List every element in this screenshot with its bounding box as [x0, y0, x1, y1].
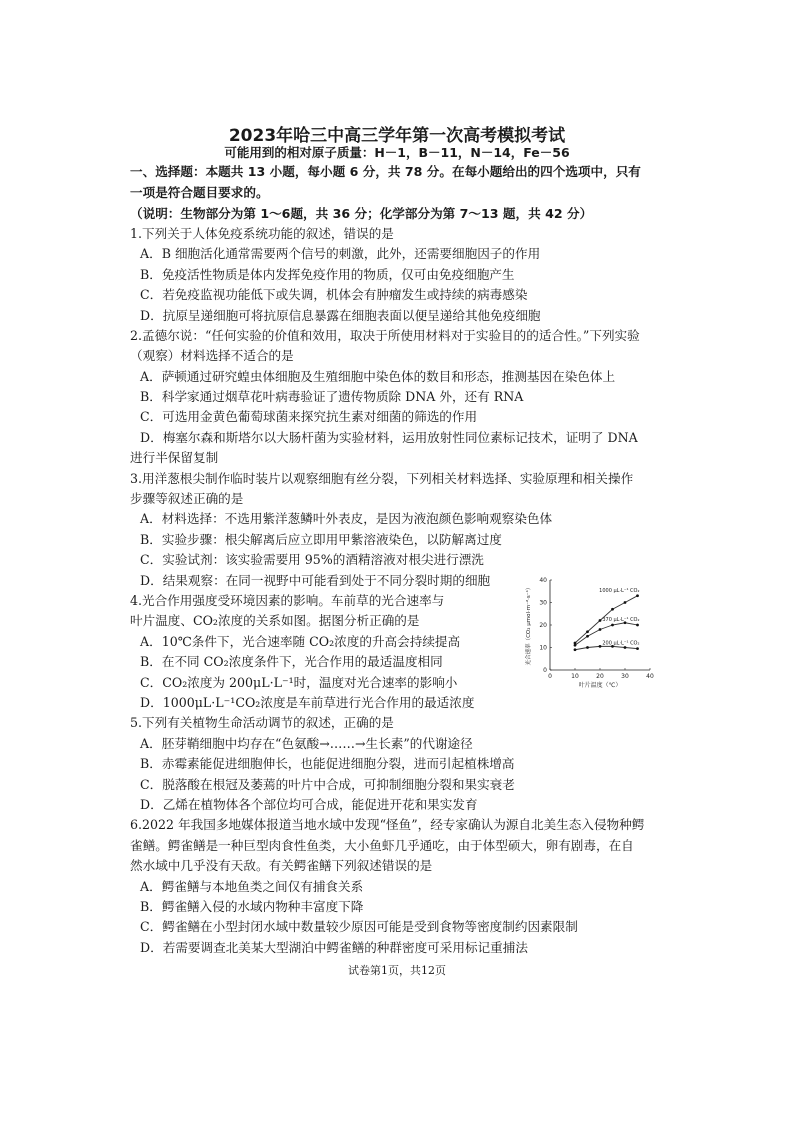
question-stem: 3.用洋葱根尖制作临时装片以观察细胞有丝分裂，下列相关材料选择、实验原理和相关操作	[130, 471, 634, 486]
x-axis-label: 叶片温度（℃）	[578, 682, 622, 689]
page-title: 2023年哈三中高三学年第一次高考模拟考试	[228, 126, 566, 146]
option-a: A．鳄雀鳝与本地鱼类之间仅有捕食关系	[140, 879, 364, 894]
y-tick-label: 10	[539, 644, 547, 652]
series-label: 1000 μL·L⁻¹ CO₂	[599, 587, 640, 594]
option-c: C．实验试剂：该实验需要用 95%的酒精溶液对根尖进行漂洗	[140, 552, 484, 567]
option-d: D．若需要调查北美某大型湖泊中鳄雀鳝的种群密度可采用标记重捕法	[140, 940, 528, 955]
section-heading: 一、选择题：本题共 13 小题，每小题 6 分，共 78 分。在每小题给出的四个选项中，只有	[130, 164, 641, 179]
option-d: D．抗原呈递细胞可将抗原信息暴露在细胞表面以便呈递给其他免疫细胞	[140, 308, 541, 323]
option-a: A．萨顿通过研究蝗虫体细胞及生殖细胞中染色体的数目和形态，推测基因在染色体上	[140, 369, 616, 384]
question-stem: 4.光合作用强度受环境因素的影响。车前草的光合速率与	[130, 593, 445, 608]
option-a: A．10℃条件下，光合速率随 CO₂浓度的升高会持续提高	[140, 634, 461, 649]
option-d-cont: 进行半保留复制	[130, 450, 219, 465]
data-point	[636, 624, 639, 627]
option-a: A．胚芽鞘细胞中均存在“色氨酸→……→生长素”的代谢途径	[140, 736, 473, 751]
data-point	[599, 619, 602, 622]
data-point	[599, 628, 602, 631]
data-point	[624, 601, 627, 604]
x-tick-label: 30	[621, 673, 629, 680]
x-tick-label: 20	[596, 673, 604, 680]
data-point	[599, 645, 602, 648]
data-point	[574, 648, 577, 651]
x-tick-label: 0	[548, 673, 552, 680]
option-b: B．实验步骤：根尖解离后应立即用甲紫溶液染色，以防解离过度	[140, 532, 502, 547]
option-a: A．B 细胞活化通常需要两个信号的刺激，此外，还需要细胞因子的作用	[140, 246, 541, 261]
section-note: （说明：生物部分为第 1～6题，共 36 分；化学部分为第 7～13 题，共 42 分）	[130, 206, 593, 221]
question-stem: 1.下列关于人体免疫系统功能的叙述，错误的是	[130, 226, 394, 241]
data-point	[636, 594, 639, 597]
option-d: D．乙烯在植物体各个部位均可合成，能促进开花和果实发育	[140, 797, 478, 812]
y-tick-label: 40	[539, 577, 547, 584]
option-c: C．鳄雀鳝在小型封闭水域中数量较少原因可能是受到食物等密度制约因素限制	[140, 919, 578, 934]
option-c: C．脱落酸在根冠及萎蔫的叶片中合成，可抑制细胞分裂和果实衰老	[140, 777, 515, 792]
data-point	[611, 608, 614, 611]
option-d: D．结果观察：在同一视野中可能看到处于不同分裂时期的细胞	[140, 573, 491, 588]
option-a: A．材料选择：不选用紫洋葱鳞叶外表皮，是因为液泡颜色影响观察染色体	[140, 511, 553, 526]
series-label: 370 μL·L⁻¹ CO₂	[602, 617, 640, 623]
question-stem-cont: 步骤等叙述正确的是	[130, 491, 244, 506]
question-stem-cont: 然水域中几乎没有天敌。有关鳄雀鳝下列叙述错误的是	[130, 858, 433, 873]
question-stem-cont: 叶片温度、CO₂浓度的关系如图。据图分析正确的是	[130, 613, 420, 628]
photosynthesis-chart	[510, 572, 670, 692]
data-point	[586, 630, 589, 633]
option-b: B．在不同 CO₂浓度条件下，光合作用的最适温度相同	[140, 654, 443, 669]
y-tick-label: 0	[543, 667, 547, 674]
y-tick-label: 20	[539, 622, 547, 629]
option-c: C．若免疫监视功能低下或失调，机体会有肿瘤发生或持续的病毒感染	[140, 287, 528, 302]
question-stem: 2.孟德尔说：“任何实验的价值和效用，取决于所使用材料对于实验目的的适合性。”下列实验	[130, 328, 640, 343]
question-stem: 5.下列有关植物生命活动调节的叙述，正确的是	[130, 715, 394, 730]
atomic-masses-note: 可能用到的相对原子质量：H－1，B－11，N－14，Fe－56	[224, 145, 570, 160]
option-b: B．鳄雀鳝入侵的水域内物种丰富度下降	[140, 899, 364, 914]
option-b: B．赤霉素能促进细胞伸长，也能促进细胞分裂，进而引起植株增高	[140, 756, 515, 771]
question-stem-cont: 雀鳝。鳄雀鳝是一种巨型肉食性鱼类，大小鱼虾几乎通吃，由于体型硕大，卵有剧毒，在自	[130, 838, 634, 853]
y-tick-label: 30	[539, 599, 547, 607]
page-footer: 试卷第1页，共12页	[348, 964, 446, 977]
data-point	[636, 647, 639, 650]
data-point	[586, 635, 589, 638]
option-b: B．免疫活性物质是体内发挥免疫作用的物质，仅可由免疫细胞产生	[140, 267, 515, 282]
x-tick-label: 10	[571, 673, 579, 680]
option-c: C．可选用金黄色葡萄球菌来探究抗生素对细菌的筛选的作用	[140, 409, 478, 424]
data-point	[574, 644, 577, 647]
option-d: D．1000μL·L⁻¹CO₂浓度是车前草进行光合作用的最适浓度	[140, 695, 475, 710]
y-axis-label: 光合速率（CO₂ μmol·m⁻²·s⁻¹）	[526, 584, 532, 666]
section-heading-cont: 一项是符合题目要求的。	[130, 185, 269, 200]
data-point	[586, 646, 589, 649]
x-tick-label: 40	[646, 673, 654, 680]
series-line	[575, 646, 638, 649]
series-label: 200 μL·L⁻¹ CO₂	[602, 640, 640, 647]
question-stem: 6.2022 年我国多地媒体报道当地水域中发现“怪鱼”，经专家确认为源自北美生态入侵物种鳄	[130, 817, 645, 832]
data-point	[611, 624, 614, 627]
question-stem-cont: （观察）材料选择不适合的是	[130, 348, 294, 363]
option-d: D．梅塞尔森和斯塔尔以大肠杆菌为实验材料，运用放射性同位素标记技术，证明了 DNA	[140, 430, 638, 445]
option-b: B．科学家通过烟草花叶病毒验证了遗传物质除 DNA 外，还有 RNA	[140, 389, 524, 404]
option-c: C．CO₂浓度为 200μL·L⁻¹时，温度对光合速率的影响小	[140, 675, 458, 690]
